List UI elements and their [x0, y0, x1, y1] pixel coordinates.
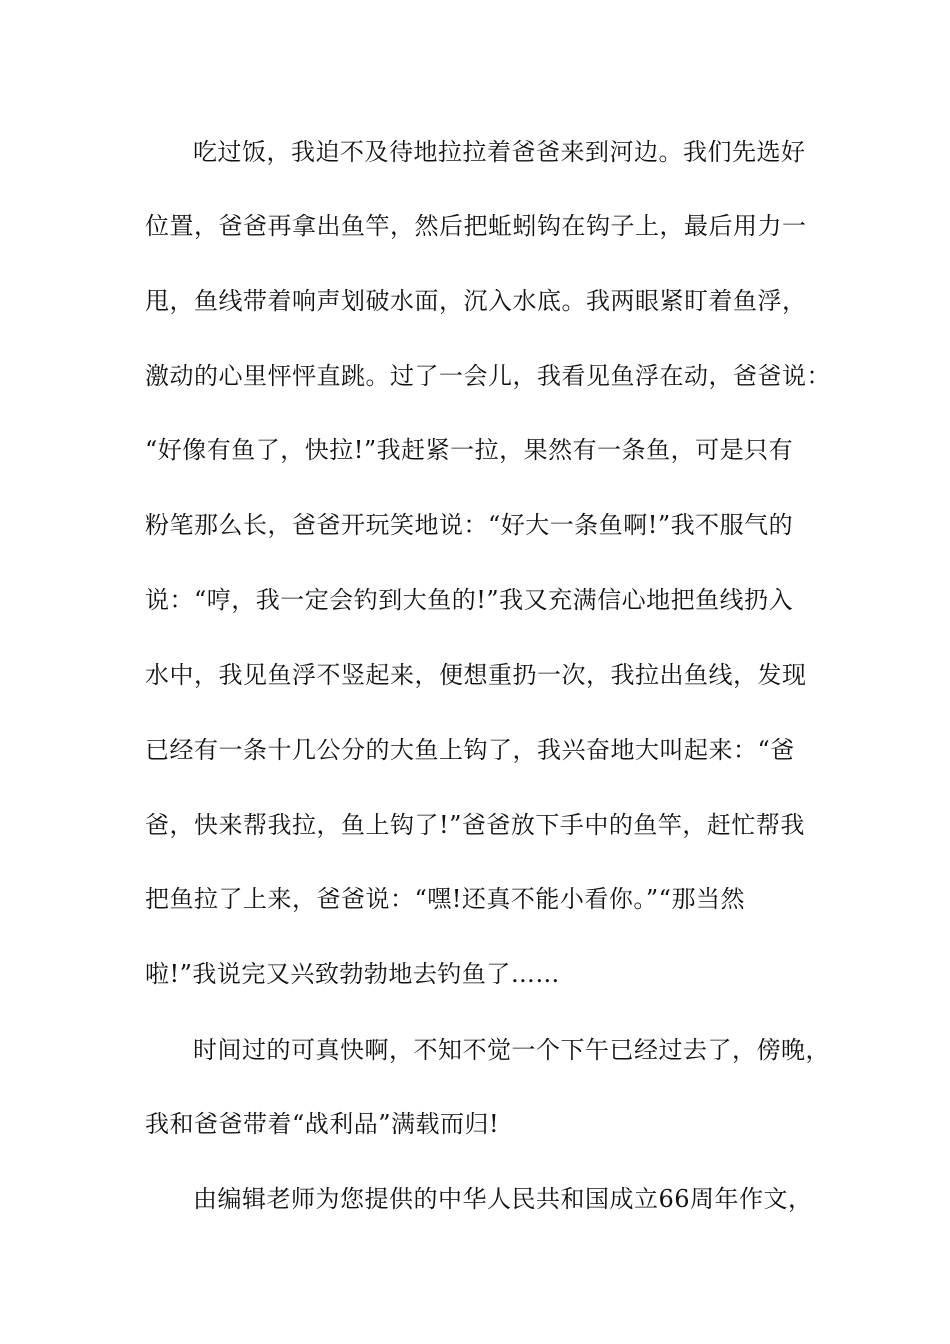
paragraph-2-line-2: 我和爸爸带着“战利品”满载而归!: [145, 1110, 500, 1138]
paragraph-1-line-2: 位置，爸爸再拿出鱼竿，然后把蚯蚓钩在钩子上，最后用力一: [145, 212, 807, 240]
paragraph-1-line-1: 吃过饭，我迫不及待地拉拉着爸爸来到河边。我们先选好: [193, 138, 806, 166]
paragraph-1-line-9: 已经有一条十几公分的大鱼上钩了，我兴奋地大叫起来：“爸: [145, 736, 795, 764]
paragraph-1-line-3: 甩，鱼线带着响声划破水面，沉入水底。我两眼紧盯着鱼浮，: [145, 287, 807, 315]
paragraph-3-line-1: 由编辑老师为您提供的中华人民共和国成立66周年作文，: [193, 1185, 813, 1213]
paragraph-1-line-10: 爸，快来帮我拉，鱼上钩了!”爸爸放下手中的鱼竿，赶忙帮我: [145, 811, 805, 839]
paragraph-1-line-6: 粉笔那么长，爸爸开玩笑地说：“好大一条鱼啊!”我不服气的: [145, 511, 794, 539]
paragraph-1-line-5: “好像有鱼了，快拉!”我赶紧一拉，果然有一条鱼，可是只有: [145, 436, 794, 464]
paragraph-2-line-1: 时间过的可真快啊，不知不觉一个下午已经过去了，傍晚，: [193, 1036, 830, 1064]
paragraph-1-line-8: 水中，我见鱼浮不竖起来，便想重扔一次，我拉出鱼线，发现: [145, 661, 807, 689]
paragraph-1-line-11: 把鱼拉了上来，爸爸说：“嘿!还真不能小看你。”“那当然: [145, 885, 745, 913]
paragraph-1-line-7: 说：“哼，我一定会钓到大鱼的!”我又充满信心地把鱼线扔入: [145, 586, 794, 614]
paragraph-1-line-4: 激动的心里怦怦直跳。过了一会儿，我看见鱼浮在动，爸爸说：: [145, 362, 831, 390]
paragraph-1-line-12: 啦!”我说完又兴致勃勃地去钓鱼了……: [145, 960, 560, 988]
